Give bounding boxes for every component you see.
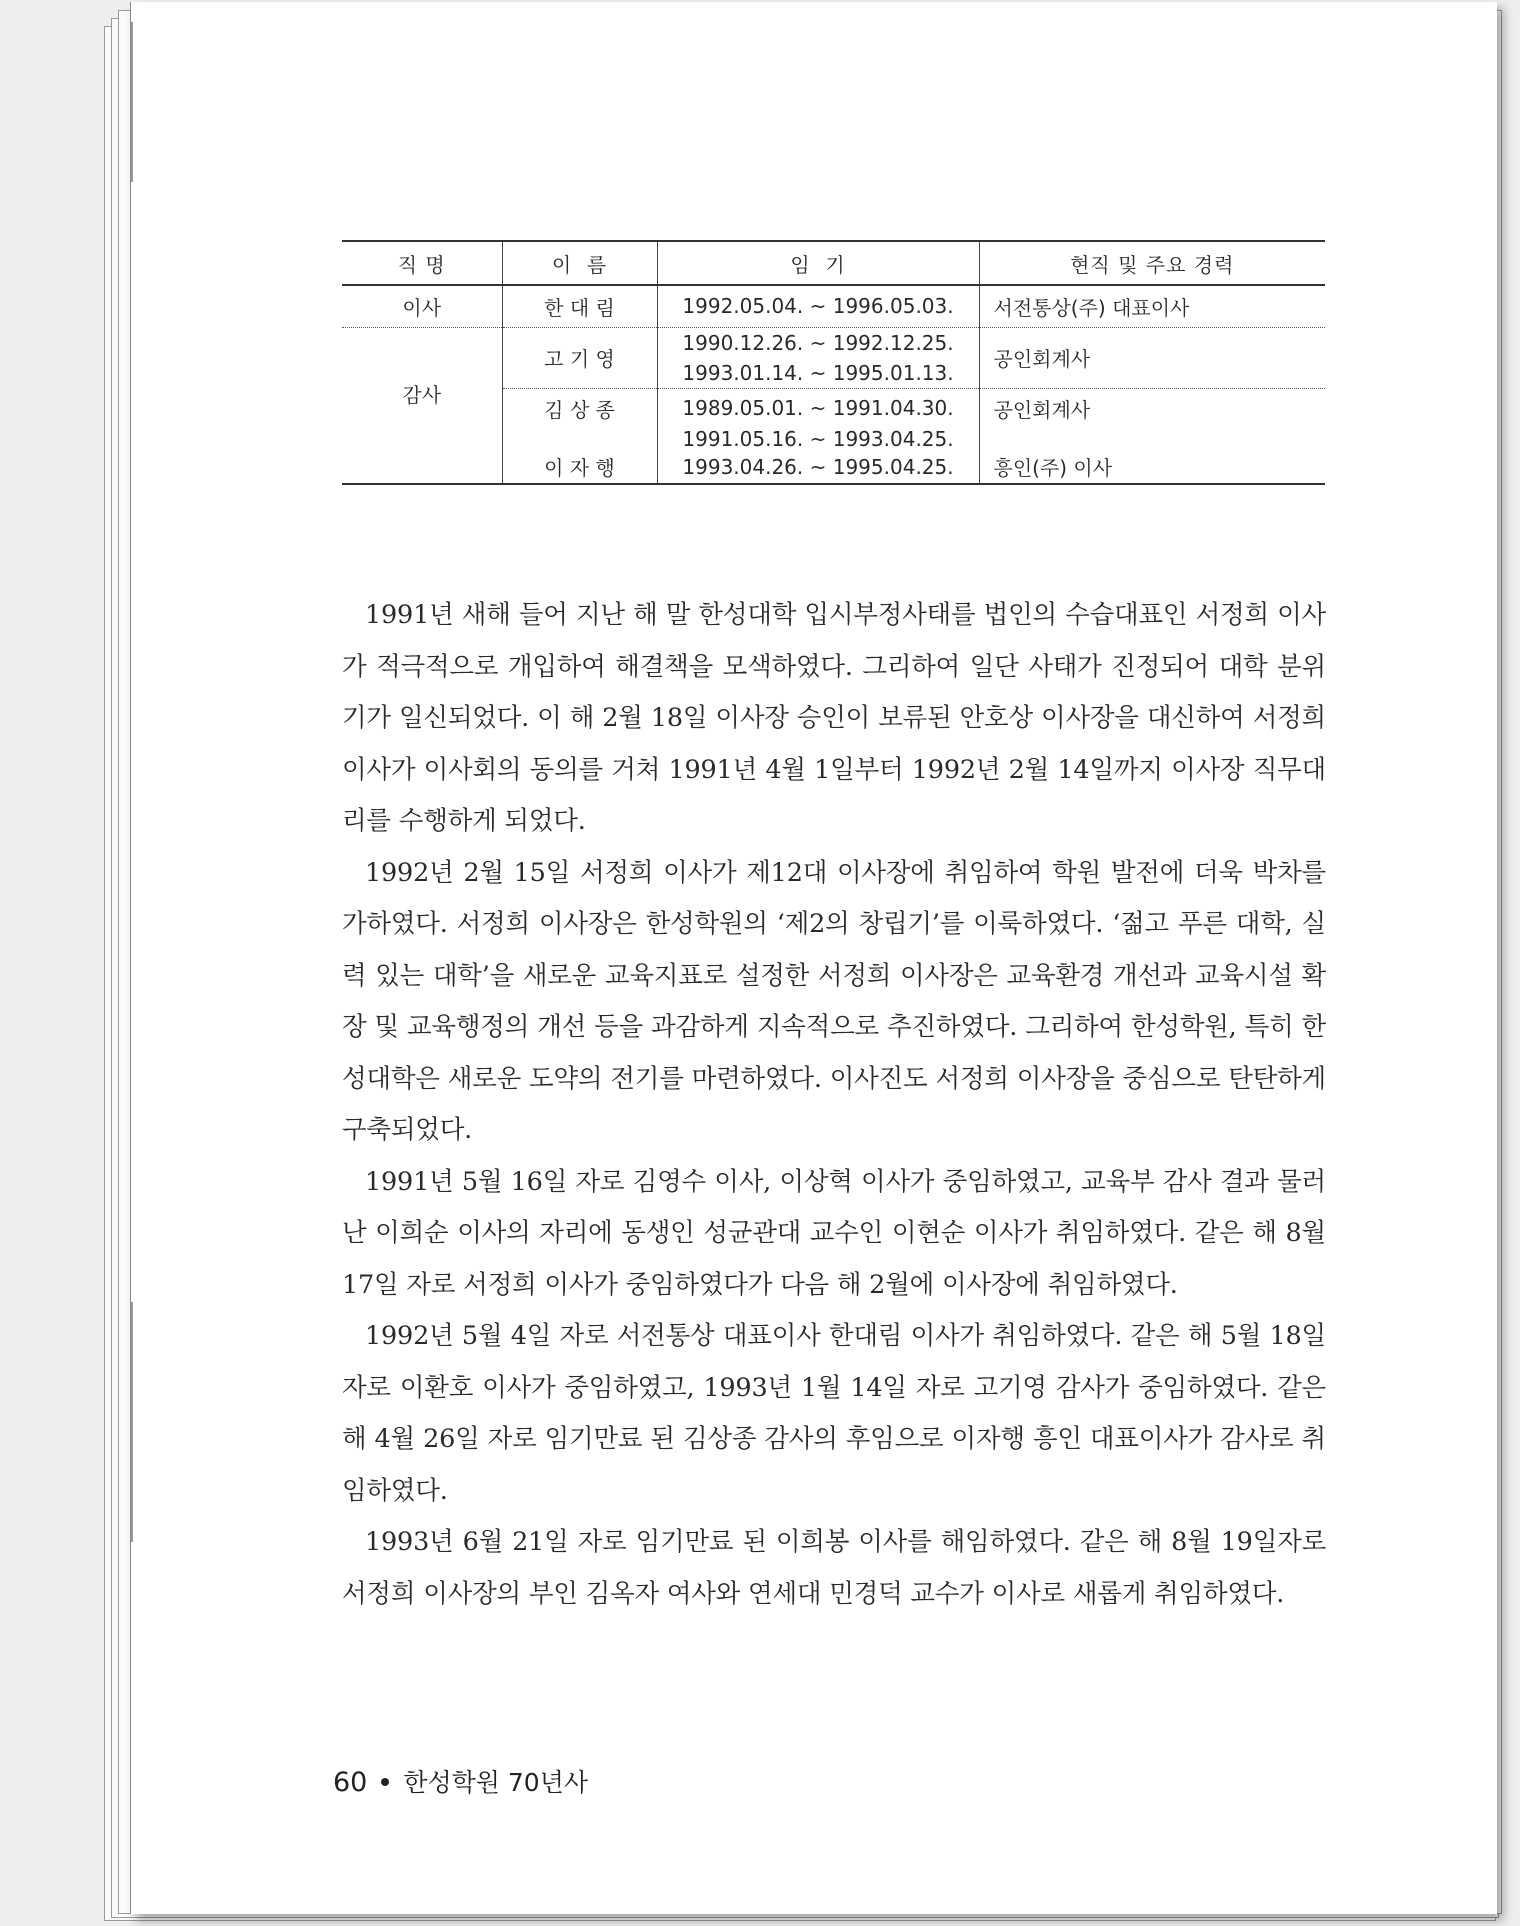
paragraph: 1991년 새해 들어 지난 해 말 한성대학 입시부정사태를 법인의 수습대표인 서정희 이사가 적극적으로 개입하여 해결책을 모색하였다. 그리하여 일단 사태가 진정되어 대학 분위기가 일신되었다. 이 해 2월 18일 이사장 승인이 보류된 안호상 이사장을 대신하여 서정희 이사가 이사회의 동의를 거쳐 1991년 4월 1일부터 1992년 2월 14일까지 이사장 직무대리를 수행하게 되었다.	[342, 600, 1326, 836]
page-number: 60	[333, 1767, 368, 1798]
term-line: 1990.12.26. ~ 1992.12.25.	[682, 330, 954, 355]
term-cell	[657, 388, 979, 428]
name-cell: 김 상 종	[502, 388, 657, 428]
term-cell	[657, 327, 979, 388]
paragraph: 1992년 2월 15일 서정희 이사가 제12대 이사장에 취임하여 학원 발전에 더욱 박차를 가하였다. 서정희 이사장은 한성학원의 ‘제2의 창립기’를 이룩하였다. ‘젊고 푸른 대학, 실력 있는 대학’을 새로운 교육지표로 설정한 서정희 이사장은 교육환경 개선과 교육시설 확장 및 교육행정의 개선 등을 과감하게 지속적으로 추진하였다. 그리하여 한성학원, 특히 한성대학은 새로운 도약의 전기를 마련하였다. 이사진도 서정희 이사장을 중심으로 탄탄하게 구축되었다.	[342, 857, 1326, 1145]
table-row	[342, 285, 1325, 327]
term-cell	[657, 450, 979, 484]
term-cell	[657, 428, 979, 450]
position-cell: 감사	[402, 382, 442, 407]
board-roster-table	[342, 240, 1325, 485]
paragraph: 1992년 5월 4일 자로 서전통상 대표이사 한대림 이사가 취임하였다. 같은 해 5월 18일 자로 이환호 이사가 중임하였고, 1993년 1월 14일 자로 고기영 감사가 중임하였다. 같은 해 4월 26일 자로 임기만료 된 김상종 감사의 후임으로 이자행 흥인 대표이사가 감사로 취임하였다.	[342, 1321, 1326, 1506]
page-footer	[333, 1763, 588, 1799]
name-cell: 이 자 행	[502, 450, 657, 484]
header-position: 직 명	[397, 252, 446, 277]
book-title: 한성학원 70년사	[403, 1768, 589, 1797]
term-line: 1989.05.01. ~ 1991.04.30.	[682, 396, 954, 421]
scan-edge-line	[131, 22, 133, 182]
bullet-separator-icon	[381, 1778, 389, 1786]
body-text	[342, 590, 1326, 1620]
scan-edge-line	[131, 1302, 133, 1542]
name-cell: 고 기 영	[502, 327, 657, 388]
header-name: 이 름	[502, 241, 657, 285]
paragraph: 1993년 6월 21일 자로 임기만료 된 이희봉 이사를 해임하였다. 같은 해 8월 19일자로 서정희 이사장의 부인 김옥자 여사와 연세대 민경덕 교수가 이사로 새롭게 취임하였다.	[342, 1527, 1326, 1609]
name-cell	[502, 428, 657, 450]
term-line: 1993.04.26. ~ 1995.04.25.	[682, 454, 954, 479]
term-cell	[657, 285, 979, 327]
term-line: 1992.05.04. ~ 1996.05.03.	[682, 294, 954, 319]
term-line: 1991.05.16. ~ 1993.04.25.	[682, 427, 954, 451]
table-row	[342, 327, 1325, 388]
position-cell: 이사	[402, 295, 442, 320]
paragraph: 1991년 5월 16일 자로 김영수 이사, 이상혁 이사가 중임하였고, 교육부 감사 결과 물러난 이희순 이사의 자리에 동생인 성균관대 교수인 이현순 이사가 취임하였다. 같은 해 8월 17일 자로 서정희 이사가 중임하였다가 다음 해 2월에 이사장에 취임하였다.	[342, 1166, 1326, 1300]
career-cell: 공인회계사	[979, 327, 1325, 388]
career-cell: 서전통상(주) 대표이사	[979, 285, 1325, 327]
name-cell: 한 대 림	[502, 285, 657, 327]
career-cell: 흥인(주) 이사	[979, 450, 1325, 484]
header-term: 임 기	[657, 241, 979, 285]
header-career: 현직 및 주요 경력	[979, 241, 1325, 285]
career-cell	[979, 428, 1325, 450]
term-line: 1993.01.14. ~ 1995.01.13.	[682, 360, 954, 385]
table-header-row	[342, 241, 1325, 285]
career-cell: 공인회계사	[979, 388, 1325, 428]
